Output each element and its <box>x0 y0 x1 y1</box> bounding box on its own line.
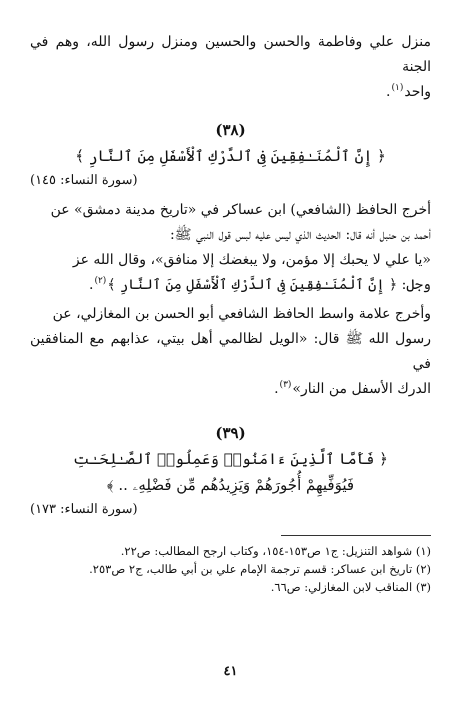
footnote-ref-2: (٢) <box>94 276 107 287</box>
section-39-verse <box>30 446 431 498</box>
s38-p1-line-3: «يا علي لا يحبك إلا مؤمن، ولا يبغضك إلا منافق»، وقال الله عز <box>72 252 431 268</box>
footnote-ref-3: (٣) <box>279 380 292 391</box>
section-38-surah-ref: (سورة النساء: ١٤٥) <box>30 173 138 188</box>
s38-p1-line-4-text: وجل: ﴿ إِنَّ ٱلْمُنَـٰفِقِينَ فِى ٱلدَّرْكِ ٱلْأَسْفَلِ مِنَ ٱلنَّارِ ﴾ <box>107 277 431 293</box>
s38-p2-line-2: رسول الله ﷺ قال: «الويل لظالمي أهل بيتي، عذابهم مع المنافقين في <box>30 331 431 372</box>
section-39-verse-line-1: ﴿ فَأَمَّا ٱلَّذِينَ ءَامَنُوا۟ وَعَمِلُوا۟ ٱلصَّـٰلِحَـٰتِ <box>73 450 388 468</box>
s38-p1-line-4-end: . <box>88 277 94 293</box>
s38-p1-line-1: أخرج الحافظ (الشافعي) ابن عساكر في «تاريخ مدينة دمشق» عن <box>50 202 431 218</box>
intro-line-2 <box>30 80 431 105</box>
s38-p2-line-1: وأخرج علامة واسط الحافظ الشافعي أبو الحسن بن المغازلي، عن <box>52 306 431 322</box>
intro-line-2-text: واحد <box>404 84 431 100</box>
s38-p2-line-3-end: . <box>274 381 279 397</box>
footnote-2: (٢) تاريخ ابن عساكر: قسم ترجمة الإمام علي بن أبي طالب، ج٢ ص٢٥٣. <box>89 562 431 576</box>
section-38-number: (٣٨) <box>215 121 246 139</box>
s38-p2-line-3-text: الدرك الأسفل من النار» <box>292 381 431 397</box>
footnote-1: (١) شواهد التنزيل: ج١ ص١٥٣-١٥٤، وكتاب ارجح المطالب: ص٢٢. <box>120 544 431 558</box>
s38-p1-line-4 <box>30 273 431 298</box>
section-39-surah-ref: (سورة النساء: ١٧٣) <box>30 502 138 517</box>
section-39-verse-line-2: فَيُوَفِّيهِمْ أُجُورَهُمْ وَيَزِيدُهُم مِّن فَضْلِهِۦ .. ﴾ <box>106 476 355 494</box>
page-number: ٤١ <box>223 664 238 679</box>
section-38-paragraph-1 <box>30 198 431 298</box>
footnotes <box>30 542 431 596</box>
footnote-3: (٣) المناقب لابن المغازلي: ص٦٦. <box>270 580 431 594</box>
s38-p1-line-2: أحمد بن حنبل أنه قال: الحديث الذي ليس عليه لبس قول النبي ﷺ: <box>169 227 431 243</box>
intro-paragraph <box>30 30 431 105</box>
footnote-ref-1: (١) <box>391 83 404 94</box>
footnote-separator <box>281 535 431 536</box>
intro-line-1: منزل علي وفاطمة والحسن والحسين ومنزل رسول الله، وهم في الجنة <box>30 34 431 75</box>
section-38-paragraph-2 <box>30 302 431 402</box>
section-38-verse: ﴿ إِنَّ ٱلْمُنَـٰفِقِينَ فِى ٱلدَّرْكِ ٱلْأَسْفَلِ مِنَ ٱلنَّارِ ﴾ <box>75 147 386 165</box>
intro-line-2-end: . <box>386 84 391 100</box>
s38-p2-line-3 <box>30 377 431 402</box>
section-39-number: (٣٩) <box>215 424 246 442</box>
